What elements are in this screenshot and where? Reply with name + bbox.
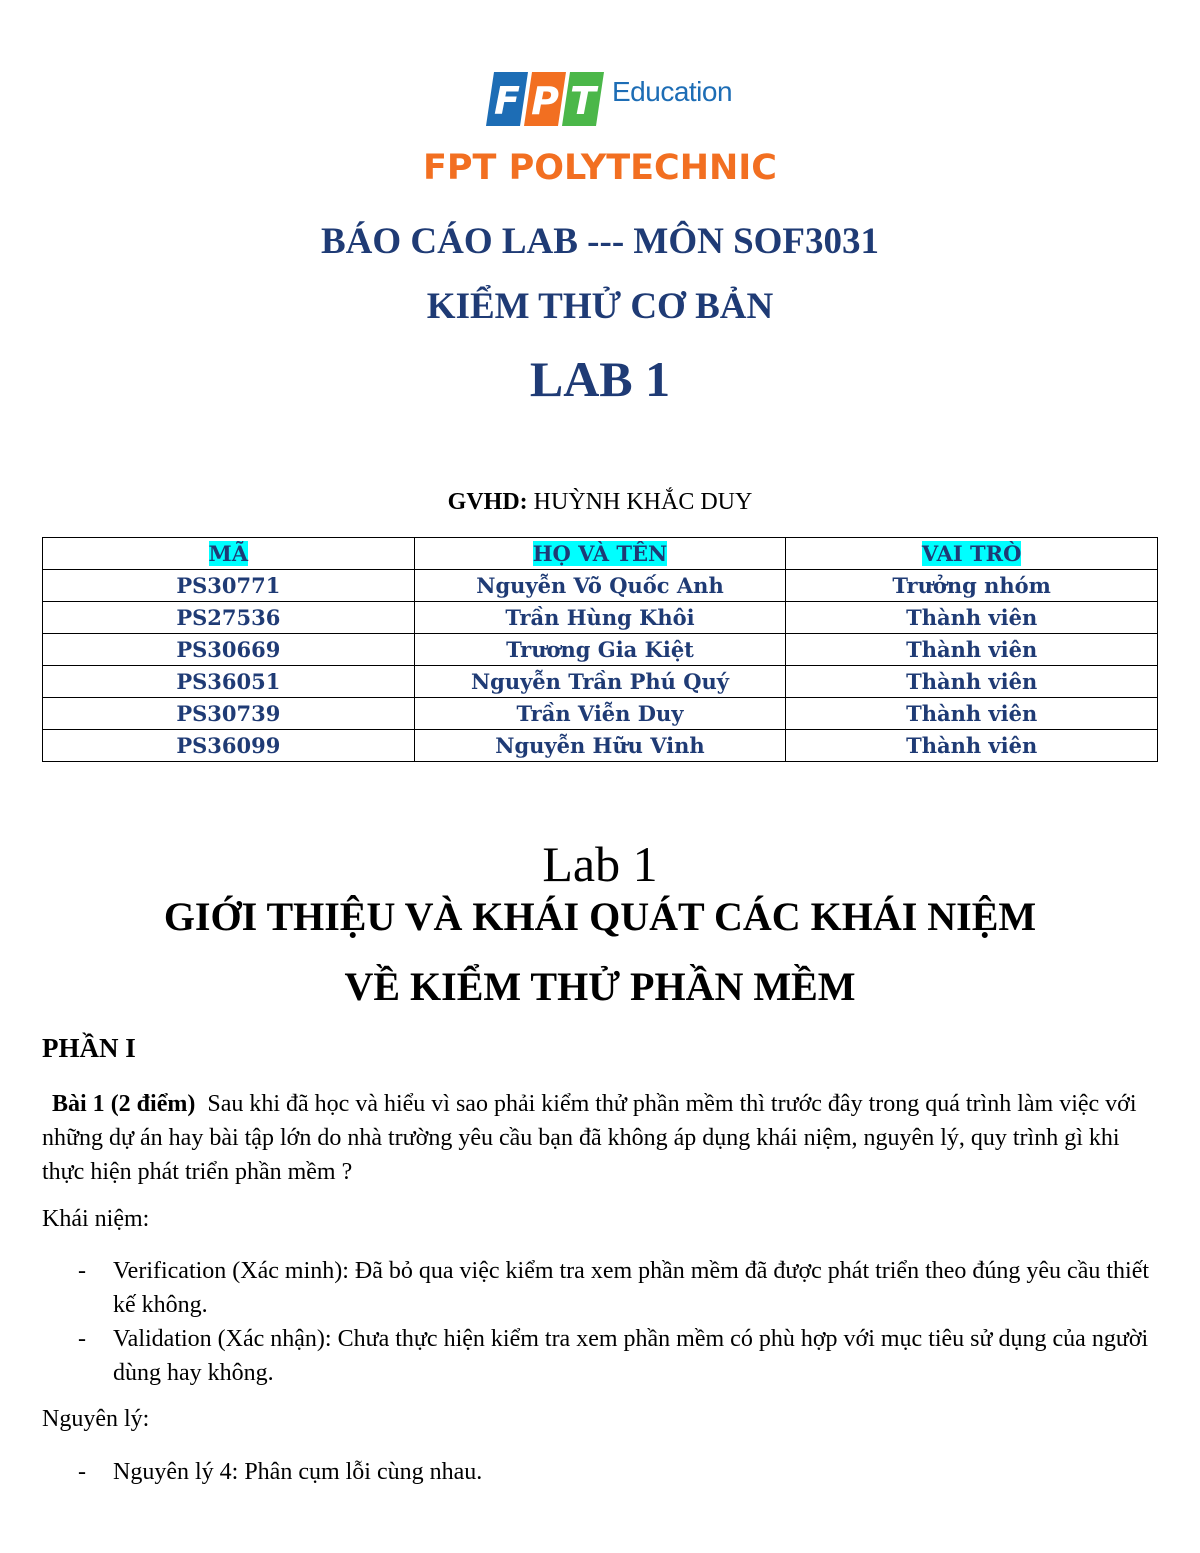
member-name: Nguyễn Trần Phú Quý bbox=[414, 666, 786, 698]
member-id: PS27536 bbox=[43, 602, 415, 634]
question-paragraph bbox=[42, 1087, 1158, 1189]
column-header-id: MÃ bbox=[43, 538, 415, 570]
list-item-text: Validation (Xác nhận): Chưa thực hiện kiểm tra xem phần mềm có phù hợp với mục tiêu sử dụng của người dùng hay không. bbox=[113, 1326, 1149, 1386]
brand-name: FPT POLYTECHNIC bbox=[423, 148, 777, 188]
list-item-text: Verification (Xác minh): Đã bỏ qua việc kiểm tra xem phần mềm đã được phát triển theo đúng yêu cầu thiết kế không. bbox=[113, 1258, 1150, 1318]
part-title: PHẦN I bbox=[42, 1033, 136, 1063]
member-name: Nguyễn Võ Quốc Anh bbox=[414, 570, 786, 602]
column-header-name: HỌ VÀ TÊN bbox=[414, 538, 786, 570]
table-row bbox=[43, 698, 1158, 730]
concept-list bbox=[42, 1254, 1158, 1390]
table-row bbox=[43, 730, 1158, 762]
report-title: BÁO CÁO LAB --- MÔN SOF3031 bbox=[320, 221, 880, 262]
bullet-dash: - bbox=[78, 1326, 86, 1352]
principle-label: Nguyên lý: bbox=[42, 1406, 150, 1432]
list-item bbox=[42, 1455, 1158, 1489]
member-name: Nguyễn Hữu Vinh bbox=[414, 730, 786, 762]
member-id: PS36051 bbox=[43, 666, 415, 698]
fpt-logo-letter-f: F bbox=[494, 79, 520, 123]
table-row bbox=[43, 602, 1158, 634]
fpt-logo-letter-t: T bbox=[570, 79, 596, 123]
principle-list bbox=[42, 1455, 1158, 1489]
column-header-role: VAI TRÒ bbox=[786, 538, 1158, 570]
member-role: Trưởng nhóm bbox=[786, 570, 1158, 602]
table-row bbox=[43, 634, 1158, 666]
instructor-line bbox=[0, 489, 1200, 516]
table-row bbox=[43, 570, 1158, 602]
lab-title: Lab 1 bbox=[542, 836, 658, 892]
instructor-name: HUỲNH KHẮC DUY bbox=[533, 489, 753, 515]
table-header-row bbox=[43, 538, 1158, 570]
lab-heading-line-2: VỀ KIỂM THỬ PHẦN MỀM bbox=[344, 964, 856, 1009]
fpt-logo-letter-p: P bbox=[531, 79, 559, 123]
member-name: Trương Gia Kiệt bbox=[414, 634, 786, 666]
bullet-dash: - bbox=[78, 1258, 86, 1284]
concept-label: Khái niệm: bbox=[42, 1206, 150, 1232]
member-role: Thành viên bbox=[786, 602, 1158, 634]
instructor-label: GVHD: bbox=[447, 489, 528, 515]
list-item bbox=[42, 1322, 1158, 1390]
member-role: Thành viên bbox=[786, 698, 1158, 730]
question-points: (2 điểm) bbox=[110, 1091, 196, 1117]
member-id: PS30739 bbox=[43, 698, 415, 730]
lab-number: LAB 1 bbox=[529, 351, 671, 407]
list-item-text: Nguyên lý 4: Phân cụm lỗi cùng nhau. bbox=[113, 1459, 483, 1485]
member-name: Trần Hùng Khôi bbox=[414, 602, 786, 634]
lab-heading-line-1: GIỚI THIỆU VÀ KHÁI QUÁT CÁC KHÁI NIỆM bbox=[163, 894, 1037, 939]
member-id: PS30771 bbox=[43, 570, 415, 602]
question-label: Bài 1 bbox=[52, 1091, 105, 1117]
member-id: PS30669 bbox=[43, 634, 415, 666]
course-name: KIỂM THỬ CƠ BẢN bbox=[426, 286, 774, 327]
logo-education-text: Education bbox=[612, 76, 733, 107]
table-row bbox=[43, 666, 1158, 698]
list-item bbox=[42, 1254, 1158, 1322]
question-text: Sau khi đã học và hiểu vì sao phải kiểm thử phần mềm thì trước đây trong quá trình làm việc với những dự án hay bài tập lớn do nhà trường yêu cầu bạn đã không áp dụng khái niệm, nguyên lý, quy trình gì khi thực hiện phát triển phần mềm ? bbox=[42, 1091, 1137, 1185]
member-role: Thành viên bbox=[786, 634, 1158, 666]
bullet-dash: - bbox=[78, 1459, 86, 1485]
member-role: Thành viên bbox=[786, 666, 1158, 698]
members-table bbox=[42, 537, 1158, 762]
member-role: Thành viên bbox=[786, 730, 1158, 762]
member-id: PS36099 bbox=[43, 730, 415, 762]
member-name: Trần Viễn Duy bbox=[414, 698, 786, 730]
